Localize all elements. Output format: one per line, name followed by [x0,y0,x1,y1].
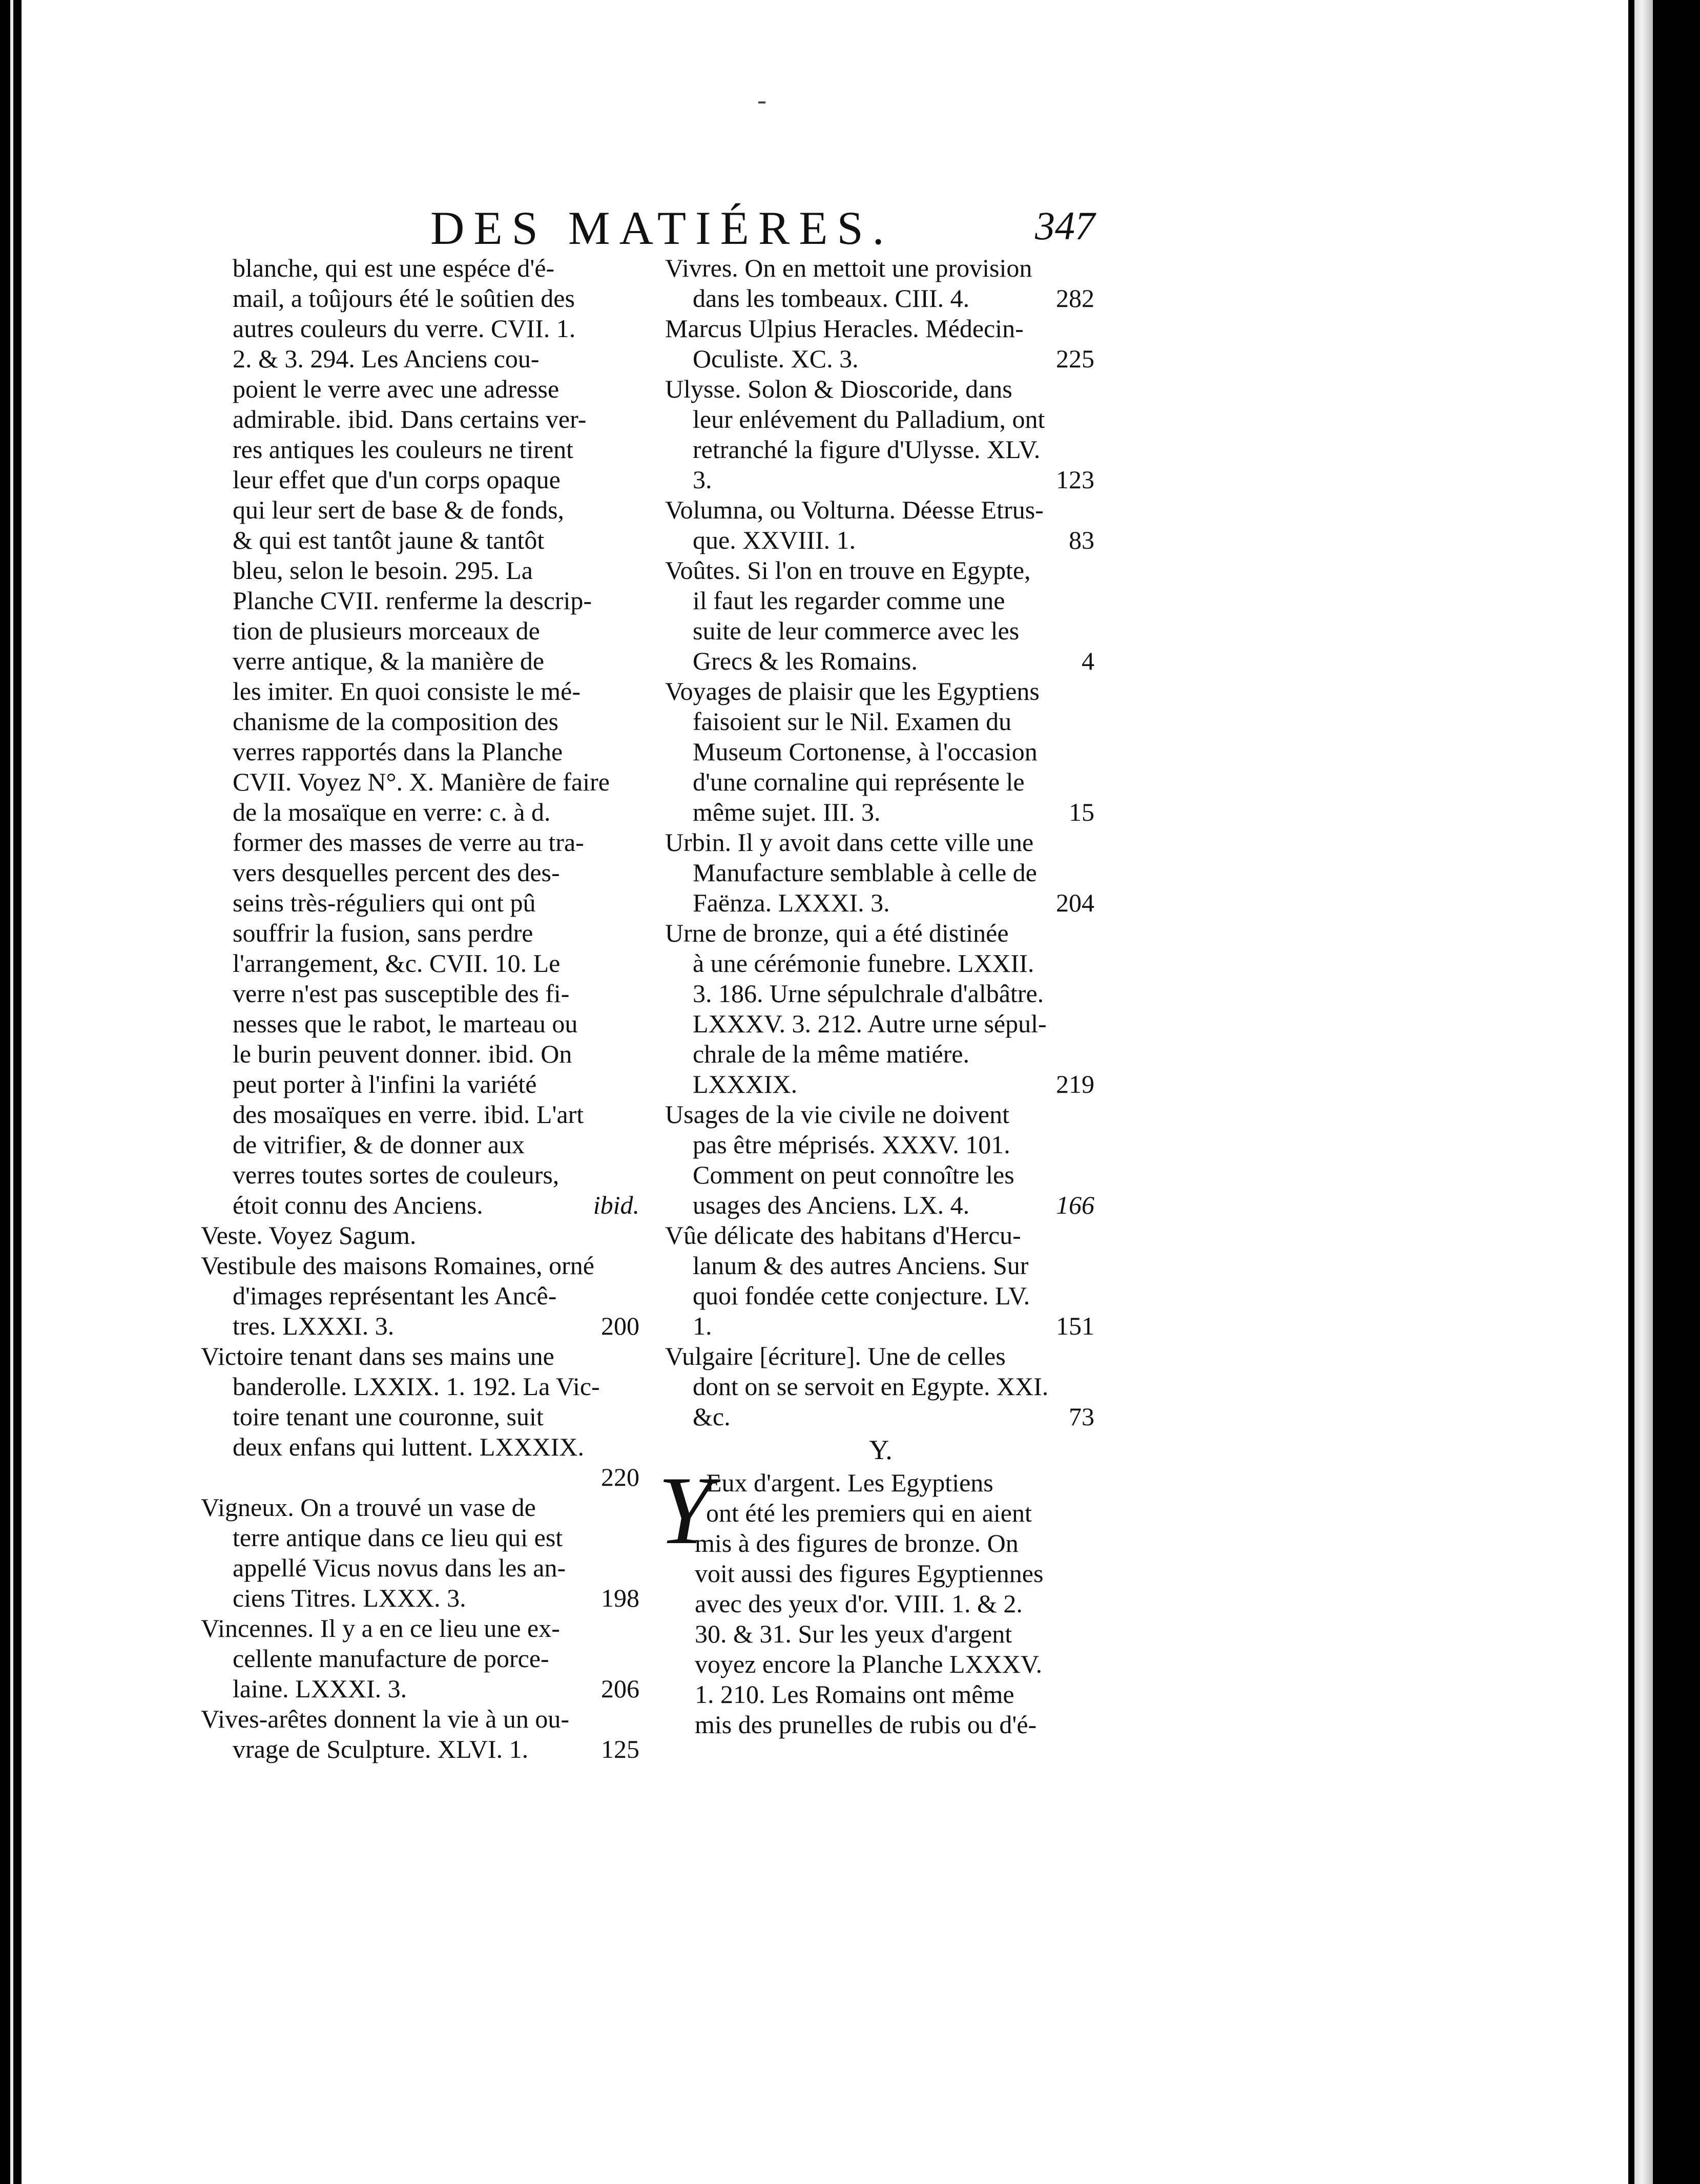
index-line-text: les imiter. En quoi consiste le mé- [233,677,581,705]
index-line-text: dans les tombeaux. CIII. 4. [693,284,970,313]
index-line-text: 30. & 31. Sur les yeux d'argent [695,1619,1012,1648]
index-line-text: 1. 210. Les Romains ont même [695,1680,1014,1709]
running-head: DES MATIÉRES. [430,202,894,254]
index-line [665,1679,1096,1710]
index-line [665,676,1096,706]
index-line [665,1251,1096,1281]
page-number: 347 [1035,203,1095,248]
index-line-text: Urne de bronze, qui a été distinée [665,919,1009,947]
index-line-text: vers desquelles percent des des- [233,858,560,887]
index-line [201,1432,641,1462]
index-line-page-ref: 123 [1056,465,1094,494]
index-line [201,1009,641,1039]
index-line-page-ref: 166 [1056,1191,1094,1219]
index-line [665,1402,1096,1432]
index-line-text: usages des Anciens. LX. 4. [693,1191,970,1219]
index-line [201,465,641,495]
index-line [665,1220,1096,1251]
index-line-text: des mosaïques en verre. ibid. L'art [233,1100,584,1129]
index-line [665,555,1096,586]
index-line [665,948,1096,979]
index-line-text: Eux d'argent. Les Egyptiens [706,1468,993,1497]
index-line-text: Vigneux. On a trouvé un vase de [201,1493,536,1522]
index-line [201,737,641,767]
index-line [201,1583,641,1613]
left-column [201,253,641,1764]
index-line [201,495,641,525]
section-letter: Y. [869,1434,893,1465]
index-line-text: voyez encore la Planche LXXXV. [695,1650,1043,1678]
index-line [665,1589,1096,1619]
section-y-lines [665,1468,1096,1740]
index-line-text: Planche CVII. renferme la descrip- [233,586,592,615]
index-line-text: tres. LXXXI. 3. [233,1312,395,1340]
index-line-text: CVII. Voyez N°. X. Manière de faire [233,767,610,796]
index-line-text: d'une cornaline qui représente le [693,767,1025,796]
index-line-text: bleu, selon le besoin. 295. La [233,556,533,585]
index-line-text: deux enfans qui luttent. LXXXIX. [233,1432,584,1461]
index-line-text: ciens Titres. LXXX. 3. [233,1584,466,1612]
index-line [201,1099,641,1130]
index-line [201,1734,641,1764]
section-y-entry [658,1457,1096,1770]
index-line [201,525,641,555]
index-line-text: cellente manufacture de porce- [233,1644,549,1673]
index-line [201,314,641,344]
index-line-text: Volumna, ou Volturna. Déesse Etrus- [665,495,1044,524]
index-line-text: 1. [693,1312,712,1340]
index-line [201,1371,641,1402]
index-line [201,344,641,374]
index-line [665,434,1096,465]
index-line-text: Urbin. Il y avoit dans cette ville une [665,828,1034,857]
index-line-page-ref: 198 [601,1584,639,1612]
index-line-text: &c. [693,1402,731,1431]
index-line-text: Vestibule des maisons Romaines, orné [201,1251,594,1280]
index-line [201,1523,641,1553]
page-header [430,202,1148,254]
index-line-text: lanum & des autres Anciens. Sur [693,1251,1029,1280]
index-line-text: autres couleurs du verre. CVII. 1. [233,314,576,343]
index-line-text: d'images représentant les Ancê- [233,1281,557,1310]
index-line [665,1498,1096,1528]
index-line [665,1009,1096,1039]
index-line [201,1190,641,1220]
index-line-text: Vives-arêtes donnent la vie à un ou- [201,1704,569,1733]
index-line-page-ref: 219 [1056,1070,1094,1098]
index-line-text: de vitrifier, & de donner aux [233,1130,525,1159]
index-line [201,1462,641,1492]
index-line [201,1251,641,1281]
index-line-text: appellé Vicus novus dans les an- [233,1553,566,1582]
index-line [201,1311,641,1341]
index-line-text: chanisme de la composition des [233,707,558,736]
index-line-text: 3. [693,465,712,494]
index-line [201,706,641,737]
index-line [665,1558,1096,1589]
index-line [201,827,641,858]
index-line-text: verre n'est pas susceptible des fi- [233,979,570,1008]
index-line [665,858,1096,888]
index-line [665,1468,1096,1498]
index-line [201,434,641,465]
index-line-text: Marcus Ulpius Heracles. Médecin- [665,314,1024,343]
index-line-text: dont on se servoit en Egypte. XXI. [693,1372,1049,1401]
index-line [201,1704,641,1734]
scan-left-paper-edge [10,0,13,2184]
index-line-text: Faënza. LXXXI. 3. [693,888,890,917]
right-column [658,253,1096,1770]
index-line-text: poient le verre avec une adresse [233,375,559,403]
index-line-page-ref: 15 [1069,798,1094,826]
index-line [201,1553,641,1583]
index-line [665,1190,1096,1220]
index-line-text: que. XXVIII. 1. [693,526,856,554]
index-line [665,253,1096,283]
index-line [201,1130,641,1160]
index-line [665,1281,1096,1311]
index-line [201,555,641,586]
index-line-text: Victoire tenant dans ses mains une [201,1342,554,1370]
index-line [665,1160,1096,1190]
index-line-text: nesses que le rabot, le marteau ou [233,1009,578,1038]
index-line [665,646,1096,676]
index-line-text: suite de leur commerce avec les [693,616,1020,645]
index-line [201,797,641,827]
index-line-text: laine. LXXXI. 3. [233,1674,407,1703]
index-line [201,1674,641,1704]
index-line [665,374,1096,404]
index-line-text: Voyages de plaisir que les Egyptiens [665,677,1040,705]
index-line-text: LXXXIX. [693,1070,798,1098]
index-line-page-ref: 4 [1082,647,1094,675]
index-line-text: l'arrangement, &c. CVII. 10. Le [233,949,561,977]
index-line [665,918,1096,948]
index-line-text: Oculiste. XC. 3. [693,344,859,373]
index-line-text: res antiques les couleurs ne tirent [233,435,574,464]
index-line-text: Grecs & les Romains. [693,647,918,675]
index-line-page-ref: 83 [1069,526,1094,554]
index-line-text: toire tenant une couronne, suit [233,1402,544,1431]
index-line-text: le burin peuvent donner. ibid. On [233,1039,572,1068]
index-line [201,888,641,918]
index-line [201,1039,641,1069]
index-line [665,706,1096,737]
index-line [201,374,641,404]
index-line [201,1492,641,1523]
index-line [201,646,641,676]
index-line-page-ref: 225 [1056,344,1094,373]
index-line [665,827,1096,858]
index-line-text: Veste. Voyez Sagum. [201,1221,417,1250]
index-line [665,344,1096,374]
index-line-text: avec des yeux d'or. VIII. 1. & 2. [695,1589,1023,1618]
index-line [665,888,1096,918]
index-line [665,737,1096,767]
index-line [665,1130,1096,1160]
index-line-text: verres rapportés dans la Planche [233,737,563,766]
index-line-text: tion de plusieurs morceaux de [233,616,540,645]
index-line [665,1311,1096,1341]
index-line [201,918,641,948]
index-line-text: quoi fondée cette conjecture. LV. [693,1281,1030,1310]
index-line-text: 3. 186. Urne sépulchrale d'albâtre. [693,979,1044,1008]
index-line-text: terre antique dans ce lieu qui est [233,1523,563,1552]
index-line-page-ref: ibid. [593,1191,639,1219]
page-mark [758,101,765,103]
index-line [201,948,641,979]
right-column-entries [665,253,1096,1432]
index-line-text: vrage de Sculpture. XLVI. 1. [233,1735,529,1763]
index-line-text: ont été les premiers qui en aient [706,1499,1032,1527]
index-line [201,1613,641,1644]
index-line-text: Vivres. On en mettoit une provision [665,254,1032,282]
index-line [201,979,641,1009]
index-line-text: Vincennes. Il y a en ce lieu une ex- [201,1614,560,1642]
index-line [665,979,1096,1009]
index-line [665,586,1096,616]
index-line-text: à une cérémonie funebre. LXXII. [693,949,1034,977]
index-line [665,1069,1096,1099]
index-line [665,1099,1096,1130]
index-line [665,1619,1096,1649]
index-line [201,858,641,888]
index-line-text: leur enlévement du Palladium, ont [693,405,1045,433]
index-line-text: Museum Cortonense, à l'occasion [693,737,1038,766]
index-line-page-ref: 200 [601,1312,639,1340]
index-line-text: pas être méprisés. XXXV. 101. [693,1130,1010,1159]
index-line [201,253,641,283]
index-line [665,1039,1096,1069]
index-line [665,797,1096,827]
index-line-text: 2. & 3. 294. Les Anciens cou- [233,344,540,373]
index-line [201,586,641,616]
index-line-text: même sujet. III. 3. [693,798,881,826]
index-line-text: souffrir la fusion, sans perdre [233,919,533,947]
index-line-text: Voûtes. Si l'on en trouve en Egypte, [665,556,1031,585]
index-line-text: leur effet que d'un corps opaque [233,465,561,494]
index-line-text: Ulysse. Solon & Dioscoride, dans [665,375,1012,403]
index-line-text: peut porter à l'infini la variété [233,1070,537,1098]
index-line-page-ref: 204 [1056,888,1094,917]
index-line-text: retranché la figure d'Ulysse. XLV. [693,435,1041,464]
index-line [665,404,1096,434]
index-line [201,404,641,434]
scan-right-paper-edge [1634,0,1653,2184]
index-line-text: chrale de la même matiére. [693,1039,969,1068]
index-line-page-ref: 206 [601,1674,639,1703]
index-line-text: de la mosaïque en verre: c. à d. [233,798,551,826]
index-line [665,314,1096,344]
index-line [665,495,1096,525]
index-line-page-ref: 151 [1056,1312,1094,1340]
index-line [201,1402,641,1432]
index-line [665,283,1096,314]
index-line-text: banderolle. LXXIX. 1. 192. La Vic- [233,1372,600,1401]
index-line [665,616,1096,646]
index-line-text: qui leur sert de base & de fonds, [233,495,565,524]
index-line [665,1528,1096,1558]
index-line-text: Comment on peut connoître les [693,1160,1014,1189]
index-line-text: mis à des figures de bronze. On [695,1529,1019,1557]
index-line-text: former des masses de verre au tra- [233,828,584,857]
index-line [201,283,641,314]
index-line-text: blanche, qui est une espéce d'é- [233,254,555,282]
index-line-text: Usages de la vie civile ne doivent [665,1100,1009,1129]
index-line [665,1710,1096,1740]
index-line-text: Vûe délicate des habitans d'Hercu- [665,1221,1021,1250]
index-line [201,616,641,646]
index-line-text: mail, a toûjours été le soûtien des [233,284,575,313]
index-line-text: verre antique, & la manière de [233,647,545,675]
index-line-text: étoit connu des Anciens. [233,1191,483,1219]
index-line-page-ref: 73 [1069,1402,1094,1431]
drop-cap-letter: Y [658,1457,712,1565]
index-line-text: faisoient sur le Nil. Examen du [693,707,1012,736]
index-line-page-ref: 125 [601,1735,639,1763]
index-line [665,525,1096,555]
index-line [201,1281,641,1311]
index-line [201,1220,641,1251]
index-line [665,1371,1096,1402]
index-line [201,1069,641,1099]
index-line-text: mis des prunelles de rubis ou d'é- [695,1710,1037,1739]
index-line [201,767,641,797]
index-line [201,676,641,706]
index-line-text: verres toutes sortes de couleurs, [233,1160,559,1189]
index-line-text: seins très-réguliers qui ont pû [233,888,536,917]
index-line [201,1644,641,1674]
index-line-text: admirable. ibid. Dans certains ver- [233,405,587,433]
index-line-text: LXXXV. 3. 212. Autre urne sépul- [693,1009,1047,1038]
index-line-page-ref: 282 [1056,284,1094,313]
index-line-text: voit aussi des figures Egyptiennes [695,1559,1044,1588]
index-line [665,767,1096,797]
index-line-page-ref: 220 [601,1463,639,1491]
index-line-text: il faut les regarder comme une [693,586,1005,615]
index-line [665,1341,1096,1371]
index-line-text: Manufacture semblable à celle de [693,858,1037,887]
index-line-text: & qui est tantôt jaune & tantôt [233,526,545,554]
index-line [201,1341,641,1371]
index-line [665,465,1096,495]
index-line [201,1160,641,1190]
index-line [665,1649,1096,1679]
index-line-text: Vulgaire [écriture]. Une de celles [665,1342,1006,1370]
